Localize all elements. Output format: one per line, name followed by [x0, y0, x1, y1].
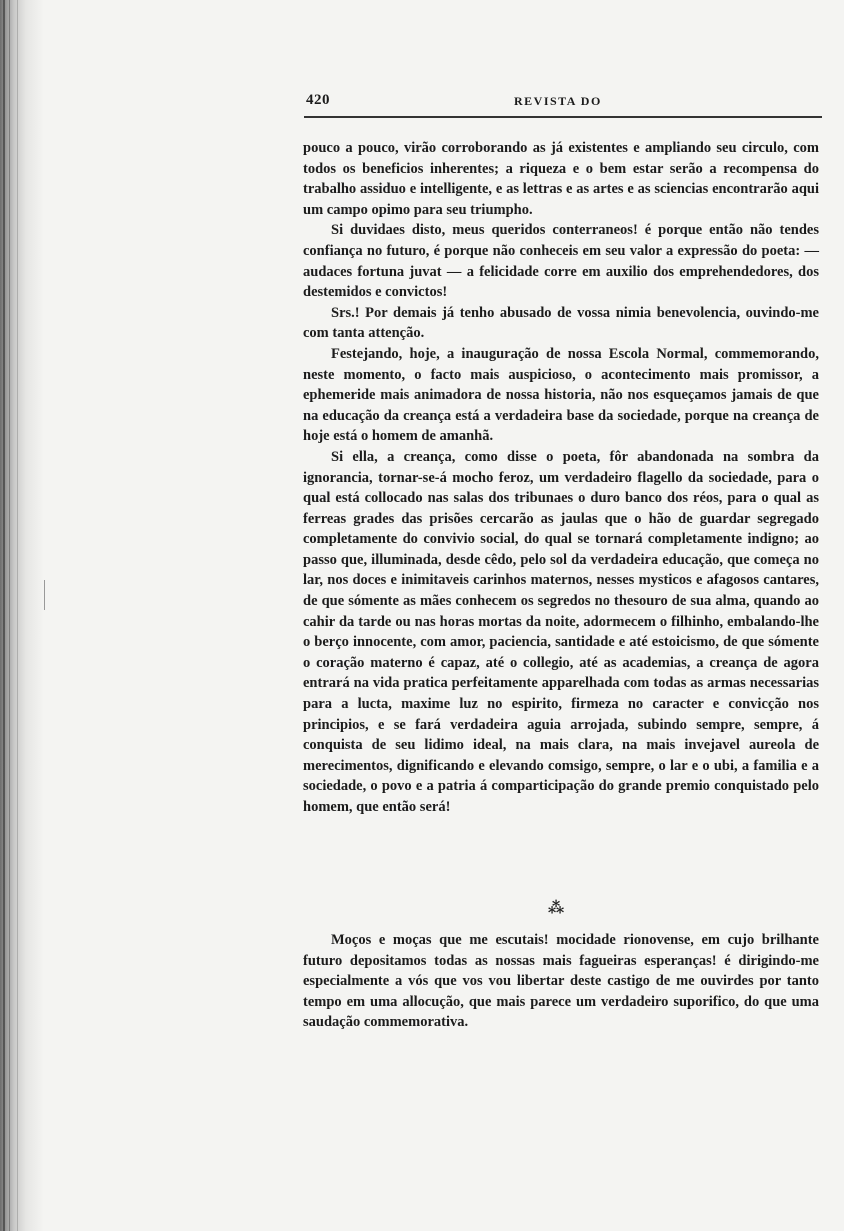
page-header [306, 92, 822, 112]
spine-edge-line [9, 0, 10, 1231]
spine-edge-line [17, 0, 18, 1231]
paragraph: Si duvidaes disto, meus queridos conterraneos! é porque então não tendes confiança no futuro, é porque não conheceis em seu valor a expressão do poeta: — audaces fortuna juvat — a felicidade corre em auxilio dos emprehendedores, dos destemidos e convictos! [303, 222, 819, 301]
paragraph: Si ella, a creança, como disse o poeta, fôr abandonada na sombra da ignorancia, tornar-se-á mocho feroz, um verdadeiro flagello da sociedade, para o qual está collocado nas salas dos tribunaes o duro banco dos réos, para o qual as ferreas grades das prisões cercarão as jaulas que o hão de guardar segregado completamente do convivio social, do qual se tornará completamente indigno; ao passo que, illuminada, desde cêdo, pelo sol da verdadeira educação, que começa no lar, nos doces e inimitaveis carinhos maternos, nesses mysticos e afagosos cantares, de que sómente as mães conhecem os segredos no thesouro de sua alma, quando ao cahir da tarde ou nas horas mortas da noite, adormecem o filhinho, embalando-lhe o berço innocente, com amor, paciencia, santidade e até estoicismo, de que sómente o coração materno é capaz, até o collegio, até as academias, a creança de agora entrará na vida pratica perfeitamente apparelhada com todas as armas necessarias para a lucta, maxime luz no espirito, firmeza no caracter e convicção nos principios, e se fará verdadeira aguia arrojada, subindo sempre, sempre, á conquista de seu lidimo ideal, na mais clara, na mais invejavel aureola de merecimentos, dignificando e elevando comsigo, sempre, o lar e o ubi, a familia e a sociedade, o povo e a patria á comparticipação do grande premio conquistado pelo homem, que então será! [303, 448, 819, 815]
closing-paragraph: Moços e moças que me escutais! mocidade rionovense, em cujo brilhante futuro depositamos todas as nossas mais fagueiras esperanças! é dirigindo-me especialmente a vós que vos vou libertar deste castigo de me ouvirdes por tanto tempo em uma allocução, que mais parece um verdadeiro suporifico, do que uma saudação commemorativa. [303, 932, 819, 1031]
section-asterism: ⁂ [547, 900, 565, 917]
margin-mark [44, 580, 45, 610]
paragraph: pouco a pouco, virão corroborando as já existentes e ampliando seu circulo, com todos os beneficios inherentes; a riqueza e o bem estar serão a recompensa do trabalho assiduo e intelligente, e as lettras e as artes e as sciencias encontrarão aqui um campo opimo para seu triumpho. [303, 140, 819, 218]
header-rule [304, 116, 822, 118]
paragraph: Srs.! Por demais já tenho abusado de vossa nimia benevolencia, ouvindo-me com tanta attenção. [303, 304, 819, 342]
running-title: REVISTA DO [514, 94, 602, 108]
paragraph: Festejando, hoje, a inauguração de nossa Escola Normal, commemorando, neste momento, o facto mais auspicioso, o acontecimento mais promissor, a ephemeride mais animadora de nossa historia, não nos esqueçamos jamais de que na educação da creança está a verdadeira base da sociedade, porque na creança de hoje está o homem de amanhã. [303, 345, 819, 445]
body-text [303, 138, 819, 818]
book-spine-shadow [0, 0, 44, 1231]
spine-edge-line [3, 0, 5, 1231]
page-number: 420 [306, 92, 330, 108]
